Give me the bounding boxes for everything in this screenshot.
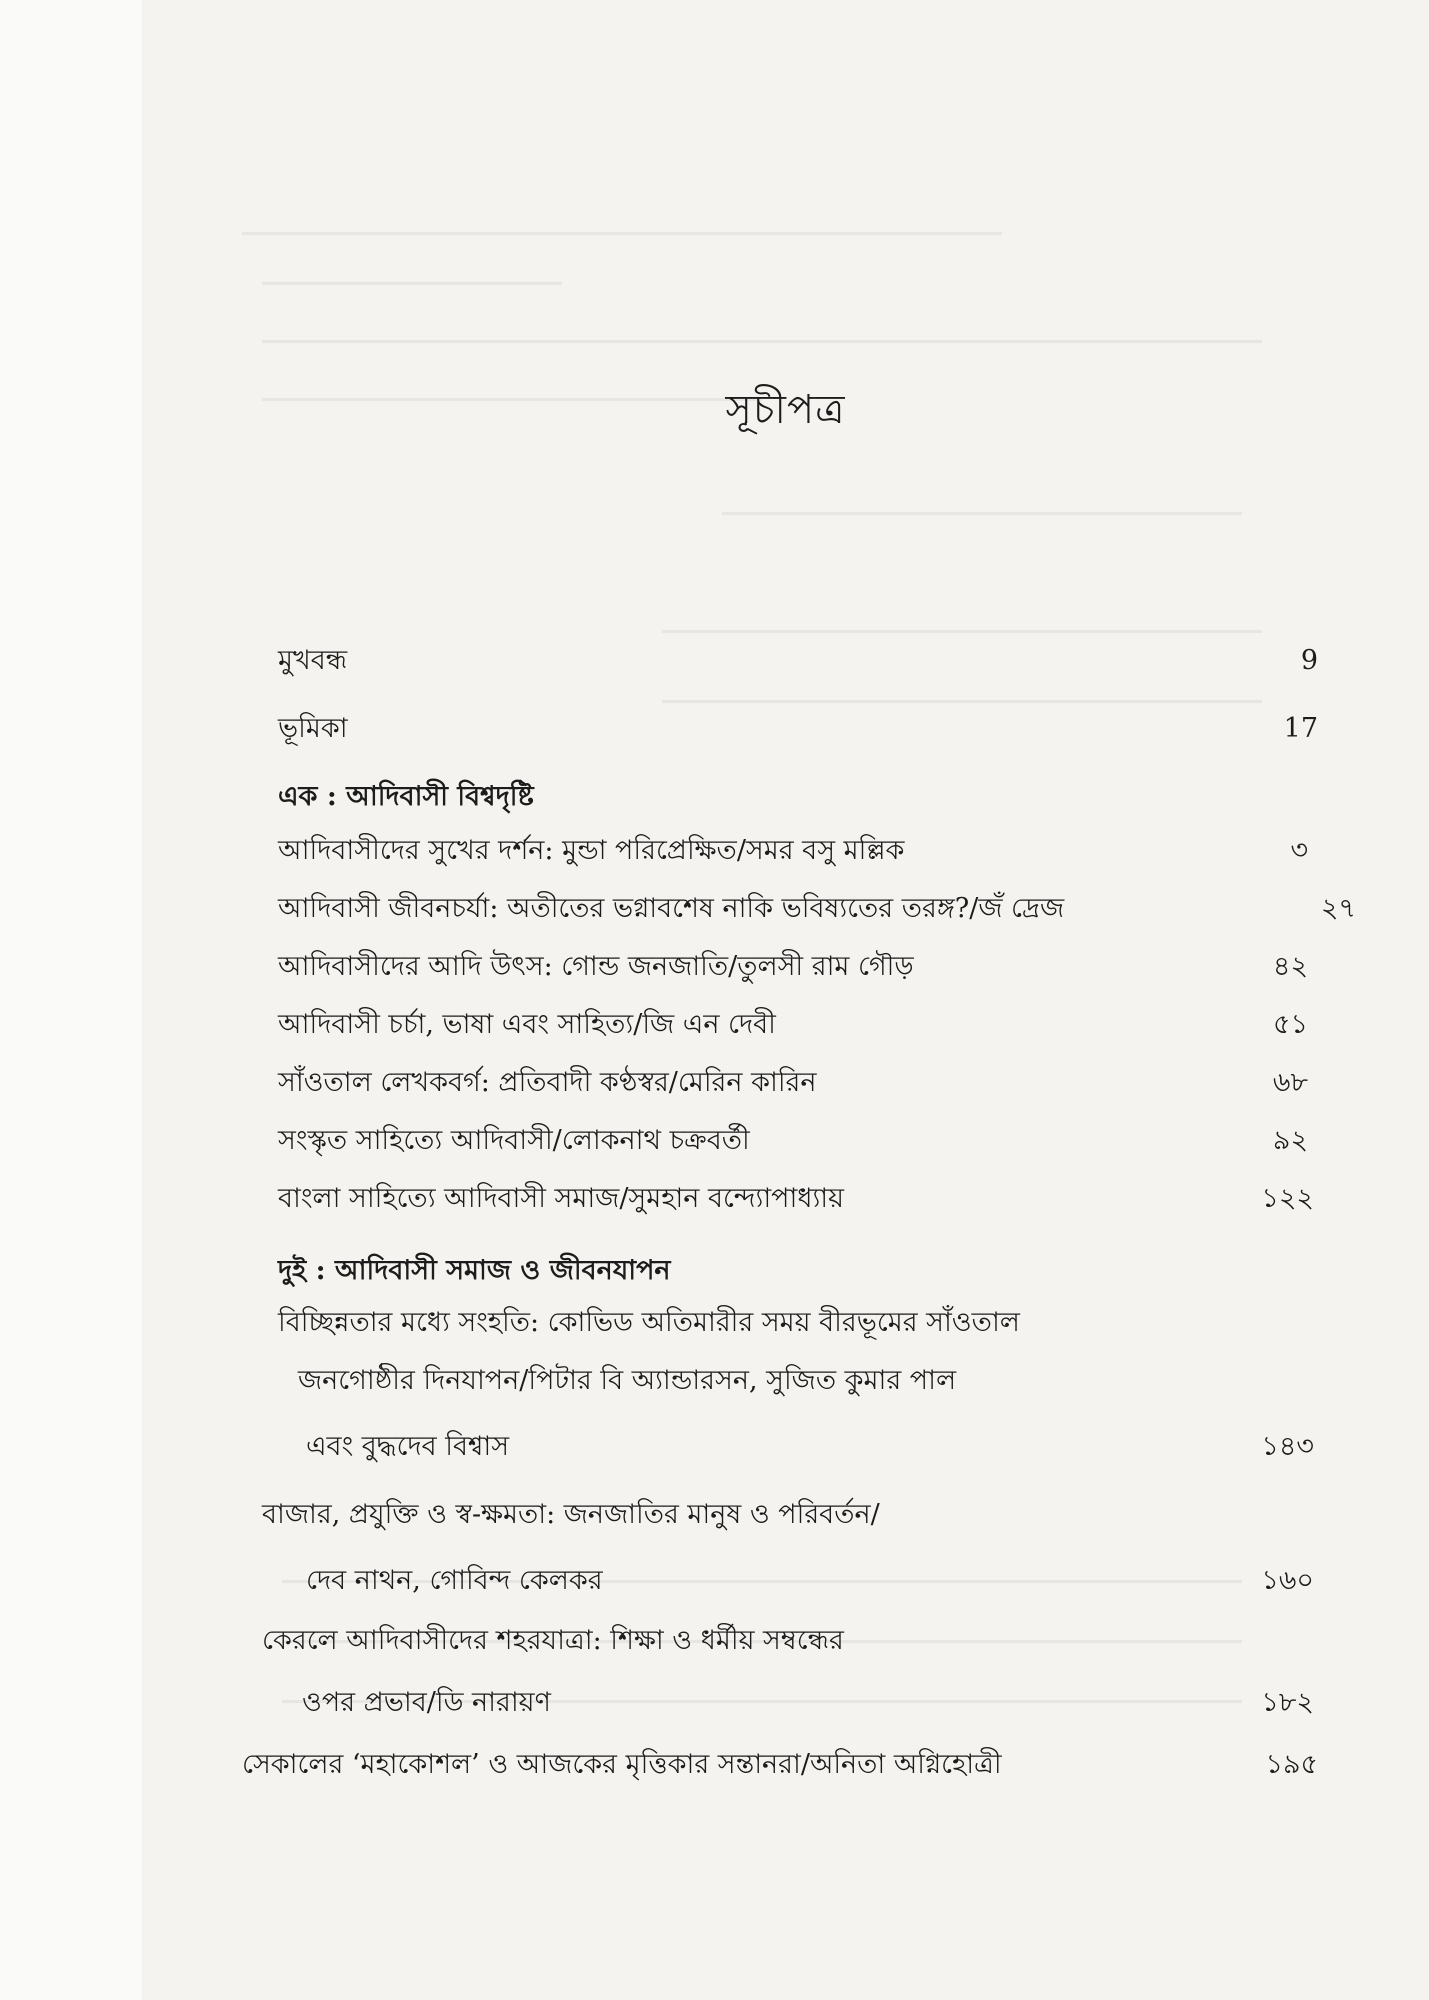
entry-title-line: জনগোষ্ঠীর দিনযাপন/পিটার বি অ্যান্ডারসন, সুজিত কুমার পাল: [298, 1365, 957, 1396]
entry-page-number: ১৮২: [1261, 1687, 1314, 1718]
entry-title: বাংলা সাহিত্যে আদিবাসী সমাজ/সুমহান বন্দ্যোপাধ্যায়: [278, 1183, 845, 1214]
entry-page-number: ৯২: [1272, 1125, 1308, 1156]
entry-title-line: বাজার, প্রযুক্তি ও স্ব-ক্ষমতা: জনজাতির মানুষ ও পরিবর্তন/: [262, 1499, 880, 1530]
section-heading-1: এক : আদিবাসী বিশ্বদৃষ্টি: [278, 781, 534, 812]
entry-page-number: ৫১: [1272, 1009, 1308, 1040]
entry-page-number: ৪২: [1272, 951, 1308, 982]
entry-title-line: দেব নাথন, গোবিন্দ কেলকর: [306, 1565, 603, 1596]
bleed-through-line: [242, 232, 1002, 235]
bleed-through-line: [662, 630, 1262, 633]
entry-title: আদিবাসী চর্চা, ভাষা এবং সাহিত্য/জি এন দেবী: [278, 1009, 776, 1040]
entry-title: সাঁওতাল লেখকবর্গ: প্রতিবাদী কণ্ঠস্বর/মেরিন কারিন: [278, 1067, 817, 1098]
page-title: সূচীপত্র: [725, 387, 846, 433]
bleed-through-line: [262, 282, 562, 285]
entry-page-number: 9: [1300, 645, 1318, 676]
contents-page: [142, 0, 1429, 2000]
entry-page-number: ১৬০: [1261, 1565, 1314, 1596]
entry-page-number: ১২২: [1261, 1183, 1314, 1214]
entry-title: আদিবাসী জীবনচর্যা: অতীতের ভগ্নাবশেষ নাকি ভবিষ্যতের তরঙ্গ?/জঁ দ্রেজ: [278, 893, 1065, 924]
bleed-through-line: [262, 340, 1262, 343]
section-heading-2: দুই : আদিবাসী সমাজ ও জীবনযাপন: [278, 1255, 671, 1286]
entry-title: আদিবাসীদের সুখের দর্শন: মুন্ডা পরিপ্রেক্ষিত/সমর বসু মল্লিক: [278, 835, 905, 866]
left-margin: [0, 0, 142, 2000]
entry-title-line: বিচ্ছিন্নতার মধ্যে সংহতি: কোভিড অতিমারীর সময় বীরভূমের সাঁওতাল: [278, 1307, 1020, 1338]
entry-title-line: ওপর প্রভাব/ডি নারায়ণ: [302, 1687, 551, 1718]
entry-title: সংস্কৃত সাহিত্যে আদিবাসী/লোকনাথ চক্রবর্তী: [278, 1125, 750, 1156]
entry-title: আদিবাসীদের আদি উৎস: গোন্ড জনজাতি/তুলসী রাম গৌড়: [278, 951, 914, 982]
entry-title: সেকালের ‘মহাকোশল’ ও আজকের মৃত্তিকার সন্তানরা/অনিতা অগ্নিহোত্রী: [242, 1749, 1002, 1780]
bleed-through-line: [722, 512, 1242, 515]
entry-page-number: 17: [1283, 713, 1318, 744]
entry-page-number: ২৭: [1320, 893, 1356, 924]
entry-title: ভূমিকা: [278, 713, 348, 744]
entry-page-number: ৬৮: [1272, 1067, 1308, 1098]
entry-page-number: ১৯৫: [1265, 1749, 1318, 1780]
entry-title-line: কেরলে আদিবাসীদের শহরযাত্রা: শিক্ষা ও ধর্মীয় সম্বন্ধের: [262, 1625, 844, 1656]
entry-title-line: এবং বুদ্ধদেব বিশ্বাস: [306, 1431, 510, 1462]
entry-page-number: ১৪৩: [1261, 1431, 1314, 1462]
bleed-through-line: [662, 700, 1262, 703]
entry-page-number: ৩: [1290, 835, 1308, 866]
entry-title: মুখবন্ধ: [278, 645, 348, 676]
